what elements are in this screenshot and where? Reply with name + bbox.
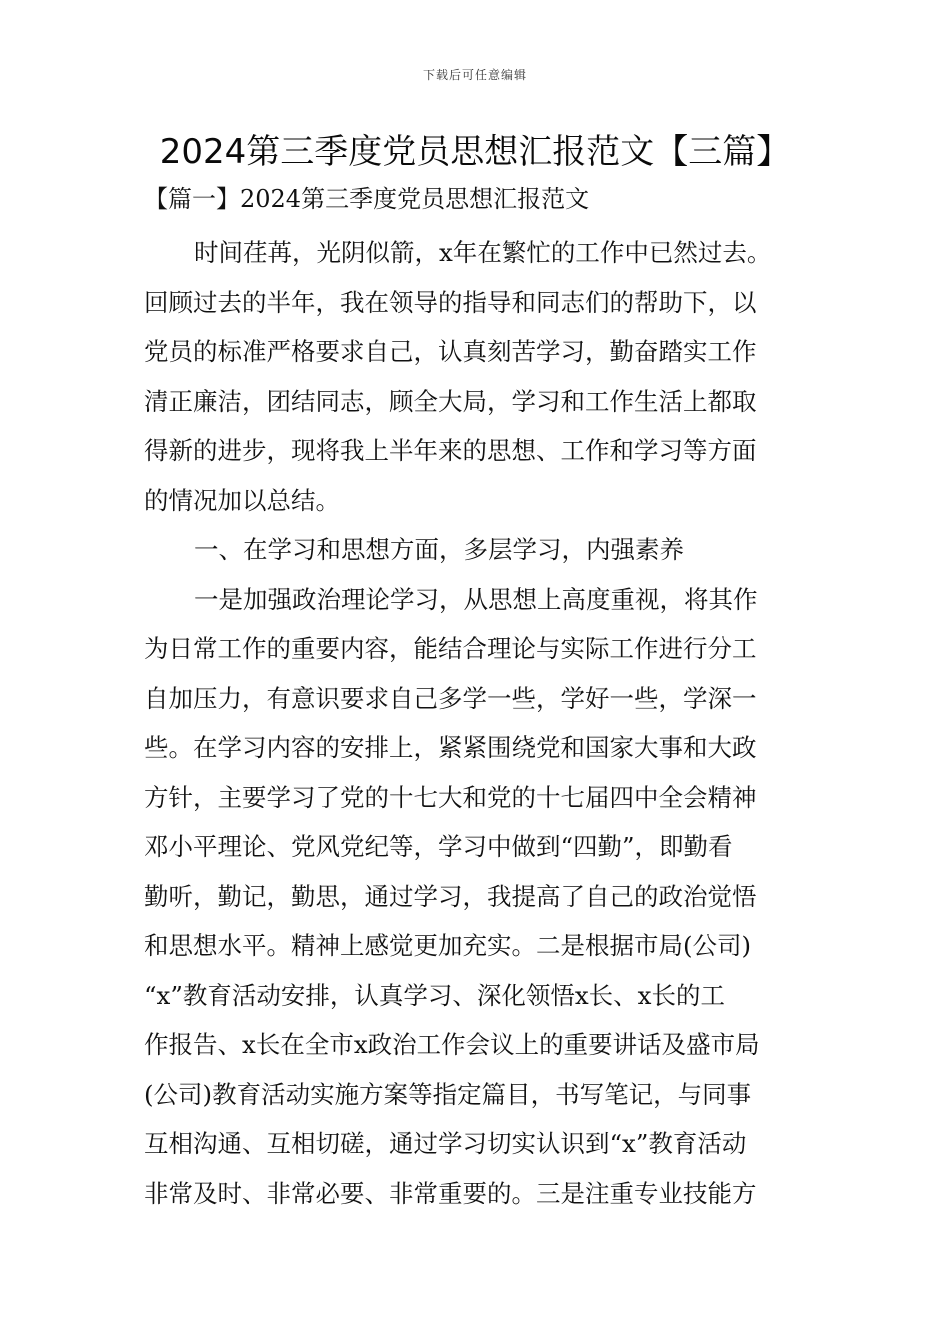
header-note: 下载后可任意编辑 [422,68,527,82]
paragraph-line: 非常及时、非常必要、非常重要的。三是注重专业技能方 [144,1178,757,1208]
document-title: 2024第三季度党员思想汇报范文【三篇】 [159,132,791,172]
paragraph-line: (公司)教育活动实施方案等指定篇目，书写笔记，与同事 [144,1079,752,1109]
paragraph-line: 党员的标准严格要求自己，认真刻苦学习，勤奋踏实工作 [144,337,757,366]
paragraph-line: 互相沟通、互相切磋，通过学习切实认识到“x”教育活动 [144,1129,747,1158]
paragraph-line: 些。在学习内容的安排上，紧紧围绕党和国家大事和大政 [144,733,757,762]
paragraph-line: 方针，主要学习了党的十七大和党的十七届四中全会精神 [144,782,757,812]
paragraph-line: 清正廉洁，团结同志，顾全大局，学习和工作生活上都取 [144,386,757,416]
subheading-line: 一、在学习和思想方面，多层学习，内强素养 [194,535,684,564]
paragraph-line: 得新的进步，现将我上半年来的思想、工作和学习等方面 [144,436,757,465]
paragraph-line: 回顾过去的半年，我在领导的指导和同志们的帮助下，以 [144,287,757,317]
paragraph-line: 作报告、x长在全市x政治工作会议上的重要讲话及盛市局 [144,1030,760,1059]
body-text [144,228,806,1218]
paragraph-line: 时间荏苒，光阴似箭，x年在繁忙的工作中已然过去。 [194,238,772,267]
paragraph-line: 为日常工作的重要内容，能结合理论与实际工作进行分工 [144,634,757,663]
paragraph-line: “x”教育活动安排，认真学习、深化领悟x长、x长的工 [144,980,725,1010]
paragraph-line: 邓小平理论、党风党纪等，学习中做到“四勤”，即勤看 [144,832,733,861]
paragraph-line: 和思想水平。精神上感觉更加充实。二是根据市局(公司) [144,931,752,960]
paragraph-line: 的情况加以总结。 [144,485,340,515]
paragraph-line: 一是加强政治理论学习，从思想上高度重视，将其作 [194,584,758,614]
section-heading: 【篇一】2024第三季度党员思想汇报范文 [144,185,590,213]
paragraph-line: 勤听，勤记，勤思，通过学习，我提高了自己的政治觉悟 [144,881,757,911]
paragraph-line: 自加压力，有意识要求自己多学一些，学好一些，学深一 [144,683,757,713]
